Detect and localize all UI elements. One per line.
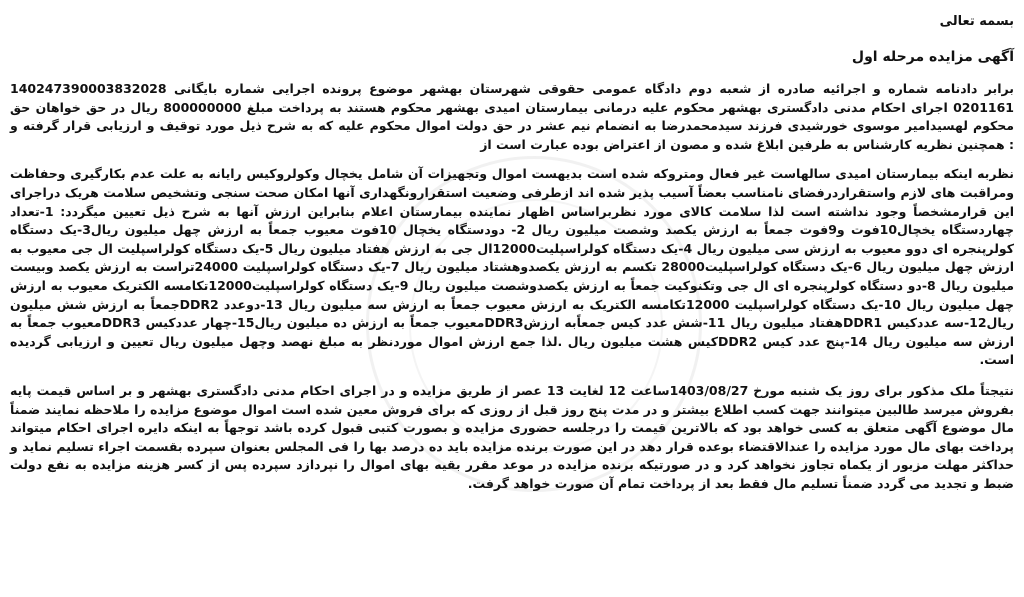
assets-valuation-paragraph: نظربه اینکه بیمارستان امیدی سالهاست غیر فعال ومتروکه شده است بدیهست اموال وتجهیزات آن شامل یخچال وکولروکیس رایانه به علت عدم بکارگیری وحفاظت ومراقبت های لازم واستقراردرفضای نامناسب بعضاً آسیب پذیر شده اند ازطرفی وضعیت استقرارونگهداری آنها امکان صحت سنجی وتشخیص سلامت هریک دراجرای این قرارمشخصاً وجود نداشته است لذا سلامت کالای مورد نظربراساس اظهار نماینده بیمارستان اعلام بنابراین ارزش آنها به شرح ذیل تعیین میگردد: 1-تعداد چهاردستگاه یخچال10فوت و9فوت جمعاً به ارزش یکصد وشصت میلیون ریال 2- دودستگاه یخچال 10فوت معیوب جمعاً به ارزش چهل میلیون ریال3-یک دستگاه کولرپنجره ای دوو معیوب به ارزش سی میلیون ریال 4-یک دستگاه کولراسپلیت12000ال جی به ارزش هفتاد میلیون ریال 5-یک دستگاه کولراسپلیت ال جی معیوب به ارزش چهل میلیون ریال 6-یک دستگاه کولراسپلیت28000 تکسم به ارزش یکصدوهشتاد میلیون ریال 7-یک دستگاه کولراسپلیت 24000تراست به ارزش یکصد وبیست میلیون ریال 8-دو دستگاه کولرپنجره ای ال جی وتکنوکیت جمعاً به ارزش یکصدوشصت میلیون ریال 9-یک دستگاه کولراسپلیت12000تکامسه الکتریک معیوب به ارزش چهل میلیون ریال 10-یک دستگاه کولراسپلیت 12000تکامسه الکتریک به ارزش معیوب جمعاً به ارزش سه میلیون ریال 13-دوعدد DDR2جمعاً به ارزش شش میلیون ریال12-سه عددکیس DDR1هفتاد میلیون ریال 11-شش عدد کیس جمعاًبه ارزشDDR3معیوب جمعاً به ارزش ده میلیون ریال15-چهار عددکیس DDR3معیوب جمعاً به ارزش سه میلیون ریال 14-پنج عدد کیس DDR2کیس هشت میلیون ریال .لذا جمع ارزش اموال موردنظر به مبلغ نهصد وچهل میلیون ریال تعیین و ارزیابی گردیده است. <box>10 166 1015 368</box>
auction-notice-document <box>6 6 1018 591</box>
bismillah-heading: بسمه تعالی <box>939 14 1014 29</box>
notice-title: آگهی مزایده مرحله اول <box>851 49 1014 65</box>
auction-terms-paragraph: نتیجتاً ملک مذکور برای روز یک شنبه مورخ 1403/08/27ساعت 12 لغایت 13 عصر از طریق مزایده و در اجرای احکام مدنی دادگستری بهشهر و بر اساس قیمت پایه بفروش میرسد طالبین میتوانند جهت کسب اطلاع بیشتر و در مدت پنج روز قبل از روزی که برای فروش معین شده است اموال موضوع مزایده را ملاحظه نمایند ضمناً مال موضوع آگهی متعلق به کسی خواهد بود که بالاترین قیمت را درجلسه حضوری مزایده و بصورت کتبی قبول کرده باشد توجهاً به اینکه دایره اجرای احکام میتواند پرداخت بهای مال مورد مزایده را عندالاقتضاء بوعده قرار دهد در این صورت برنده مزایده باید ده درصد بها را فی المجلس بعنوان سپرده بقسمت اجراء تسلیم نماید و حداکثر مهلت مزبور از یکماه تجاوز نخواهد کرد و در صورتیکه برنده مزایده در موعد مقرر بقیه بهای اموال را نپردازد سپرده پس از کسر هزینه مزایده به نفع دولت ضبط و تجدید می گردد ضمناً تسلیم مال فقط بعد از پرداخت تمام آن صورت خواهد گرفت. <box>10 382 1014 491</box>
ruling-paragraph: برابر دادنامه شماره 14024739000383202‪8 و اجرائیه صادره از شعبه دوم دادگاه عمومی حقوقی شهرستان بهشهر موضوع پرونده اجرایی شماره بایگانی 0201161 اجرای احکام مدنی دادگستری بهشهر محکوم علیه درمانی بیمارستان امیدی بهشهر محکوم هستند به پرداخت مبلغ 800000000 ریال در حق خواهان حق محکوم لهسیدامیر موسوی خورشیدی فرزند سیدمحمدرضا به انضمام نیم عشر در حق دولت اموال محکوم علیه که به شرح ذیل مورد توقیف و ارزیابی قرار گرفته و همچنین نظریه کارشناس به طرفین ابلاغ شده و مصون از اعتراض بوده عبارت است از : <box>10 81 1014 152</box>
